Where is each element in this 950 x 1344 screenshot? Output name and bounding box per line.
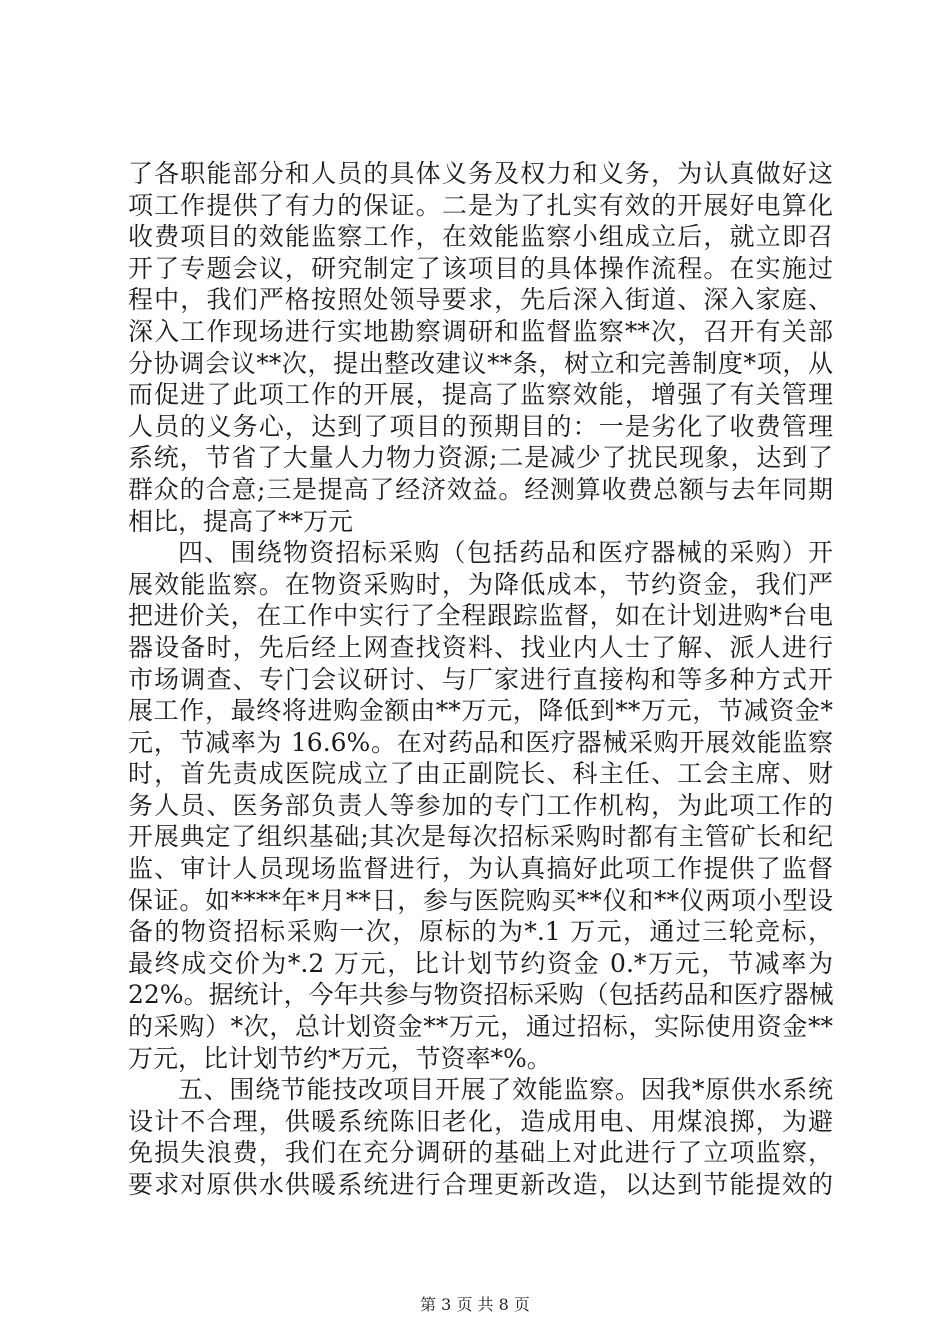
text-line: 相比，提高了**万元 <box>128 506 354 536</box>
text-line: 22%。据统计，今年共参与物资招标采购（包括药品和医疗器械 <box>128 980 834 1010</box>
text-line: 器设备时，先后经上网查找资料、找业内人士了解、派人进行 <box>128 632 833 662</box>
text-line: 要求对原供水供暖系统进行合理更新改造，以达到节能提效的 <box>128 1170 833 1199</box>
text-line: 把进价关，在工作中实行了全程跟踪监督，如在计划进购*台电 <box>128 601 833 631</box>
body-text <box>128 158 833 1201</box>
text-line: 监、审计人员现场监督进行，为认真搞好此项工作提供了监督 <box>128 854 833 884</box>
text-line: 时，首先责成医院成立了由正副院长、科主任、工会主席、财 <box>128 759 833 789</box>
text-line: 程中，我们严格按照处领导要求，先后深入街道、深入家庭、 <box>128 285 833 315</box>
text-line: 万元，比计划节约*万元，节资率*%。 <box>128 1043 552 1073</box>
text-line: 项工作提供了有力的保证。二是为了扎实有效的开展好电算化 <box>128 190 833 220</box>
page-number-footer: 第 3 页 共 8 页 <box>420 1295 530 1314</box>
text-line: 收费项目的效能监察工作，在效能监察小组成立后，就立即召 <box>128 222 833 252</box>
text-line: 务人员、医务部负责人等参加的专门工作机构，为此项工作的 <box>128 790 833 820</box>
text-line: 市场调查、专门会议研讨、与厂家进行直接构和等多种方式开 <box>128 664 833 694</box>
text-line: 深入工作现场进行实地勘察调研和监督监察**次，召开有关部 <box>128 316 833 346</box>
text-line: 最终成交价为*.2 万元，比计划节约资金 0.*万元，节减率为 <box>128 948 833 978</box>
text-line: 设计不合理，供暖系统陈旧老化，造成用电、用煤浪掷，为避 <box>128 1106 833 1136</box>
text-line: 而促进了此项工作的开展，提高了监察效能，增强了有关管理 <box>128 380 833 410</box>
text-line: 免损失浪费，我们在充分调研的基础上对此进行了立项监察， <box>128 1138 833 1168</box>
text-line: 展工作，最终将进购金额由**万元，降低到**万元，节减资金* <box>128 696 833 726</box>
text-line: 分协调会议**次，提出整改建议**条，树立和完善制度*项，从 <box>128 348 833 378</box>
text-line: 保证。如****年*月**日，参与医院购买**仪和**仪两项小型设 <box>128 885 833 915</box>
text-line: 元，节减率为 16.6%。在对药品和医疗器械采购开展效能监察 <box>128 727 833 757</box>
paragraph-start-line: 五、围绕节能技改项目开展了效能监察。因我*原供水系统 <box>178 1075 833 1105</box>
text-line: 开了专题会议，研究制定了该项目的具体操作流程。在实施过 <box>128 253 833 283</box>
text-line: 了各职能部分和人员的具体义务及权力和义务，为认真做好这 <box>128 159 833 188</box>
text-line: 系统，节省了大量人力物力资源;二是减少了扰民现象，达到了 <box>128 443 833 473</box>
text-line: 备的物资招标采购一次，原标的为*.1 万元，通过三轮竞标， <box>128 917 833 947</box>
text-line: 展效能监察。在物资采购时，为降低成本，节约资金，我们严 <box>128 569 833 599</box>
text-line: 的采购）*次，总计划资金**万元，通过招标，实际使用资金** <box>128 1012 833 1042</box>
text-line: 人员的义务心，达到了项目的预期目的：一是劣化了收费管理 <box>128 411 833 441</box>
text-line: 群众的合意;三是提高了经济效益。经测算收费总额与去年同期 <box>128 474 833 504</box>
paragraph-start-line: 四、围绕物资招标采购（包括药品和医疗器械的采购）开 <box>178 538 833 568</box>
text-line: 开展典定了组织基础;其次是每次招标采购时都有主管矿长和纪 <box>128 822 833 852</box>
